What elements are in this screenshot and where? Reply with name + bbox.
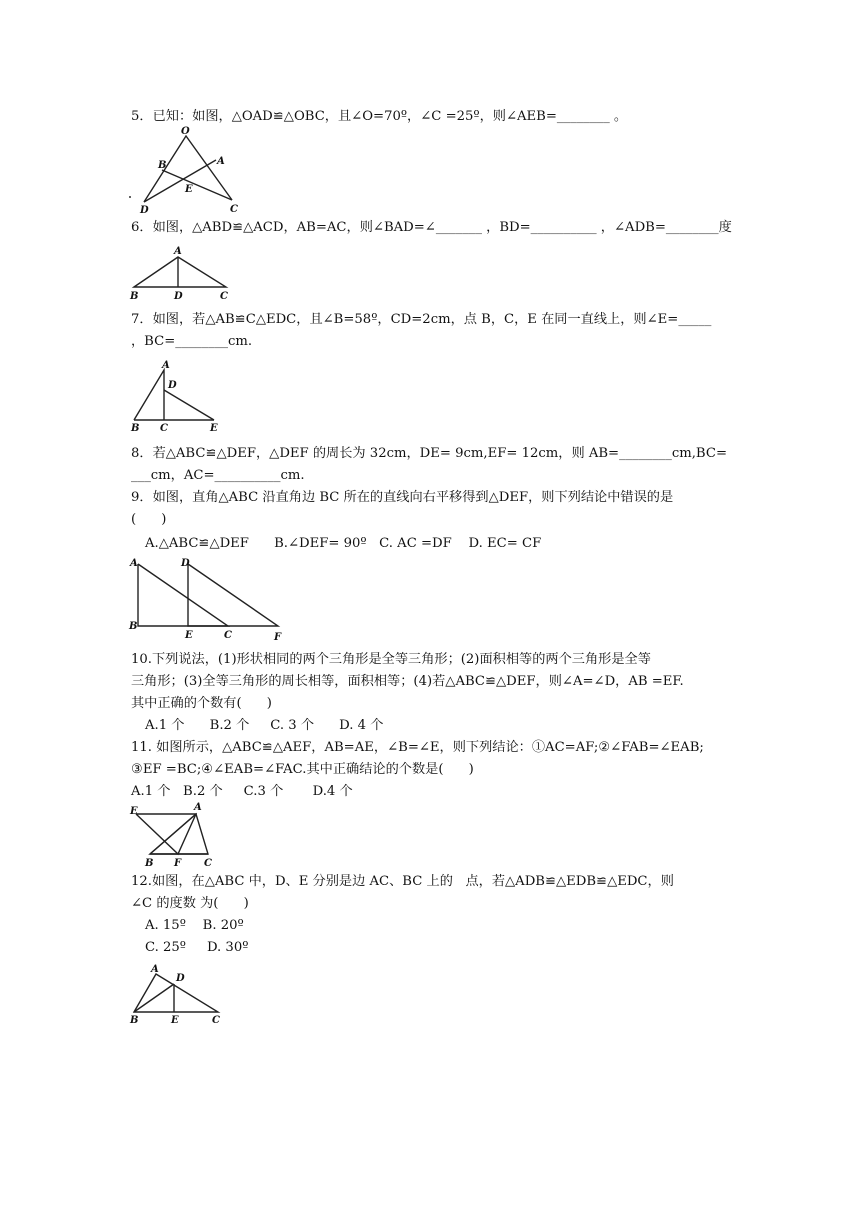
q5-text: 5．已知：如图，△OAD≌△OBC，且∠O=70º，∠C =25º，则∠AEB=________ 。 — [131, 109, 628, 124]
q11-label-E: E — [130, 806, 138, 817]
q8-line1: 8．若△ABC≌△DEF，△DEF 的周长为 32cm，DE= 9cm,EF= 12cm，则 AB=________cm,BC= — [131, 446, 728, 461]
q7-label-C: C — [160, 423, 168, 434]
q9-figure — [128, 556, 288, 642]
q11-label-B: B — [145, 858, 154, 869]
q11-figure — [128, 800, 224, 870]
q6-label-A: A — [174, 246, 182, 257]
q12-line1: 12.如图，在△ABC 中，D、E 分别是边 AC、BC 上的 点，若△ADB≌△EDB≌△EDC，则 — [131, 874, 674, 889]
q7-label-D: D — [168, 380, 177, 391]
q6-figure — [128, 244, 232, 300]
q11-options: A.1 个 B.2 个 C.3 个 D.4 个 — [131, 784, 353, 799]
q5-label-B: B — [158, 160, 167, 171]
q7-line1: 7．如图，若△AB≌C△EDC，且∠B=58º，CD=2cm，点 B，C，E 在同一直线上，则∠E=_____ — [131, 312, 712, 327]
q7-label-E: E — [210, 423, 218, 434]
q9-label-D: D — [181, 558, 190, 569]
q11-label-A: A — [194, 802, 202, 813]
q9-triangle-ABC — [138, 564, 228, 626]
q6-triangle — [134, 257, 226, 287]
q6-label-C: C — [220, 291, 228, 302]
q9-label-F: F — [274, 632, 282, 643]
q12-figure — [128, 962, 224, 1024]
q9-label-E: E — [185, 630, 193, 641]
q7-label-A: A — [162, 360, 170, 371]
q7-line-DE — [164, 390, 214, 420]
q5-label-C: C — [230, 204, 238, 215]
q5-label-A: A — [217, 156, 225, 167]
q11-triangle-ABC — [150, 814, 208, 854]
q10-line3: 其中正确的个数有( ) — [131, 696, 272, 711]
q10-line1: 10.下列说法，(1)形状相同的两个三角形是全等三角形；(2)面积相等的两个三角形是全等 — [131, 652, 651, 667]
q11-triangle-AEF — [136, 814, 196, 854]
q12-line2: ∠C 的度数 为( ) — [131, 896, 249, 911]
q9-label-C: C — [224, 630, 232, 641]
q5-figure — [128, 128, 248, 214]
q12-label-D: D — [176, 973, 185, 984]
q7-line2: ，BC=________cm. — [131, 334, 253, 349]
q12-options-1: A. 15º B. 20º — [145, 918, 244, 933]
q8-line2: ___cm，AC=__________cm. — [131, 468, 305, 483]
q11-label-F: F — [174, 858, 182, 869]
q5-label-D: D — [140, 205, 149, 216]
q12-label-E: E — [171, 1015, 179, 1026]
q5-line-DA — [144, 160, 216, 202]
q9-line2: ( ) — [131, 512, 167, 527]
q6-label-D: D — [174, 291, 183, 302]
q9-options: A.△ABC≌△DEF B.∠DEF= 90º C. AC =DF D. EC= CF — [145, 536, 542, 551]
q7-figure — [128, 358, 224, 432]
q9-label-A: A — [130, 558, 138, 569]
q5-label-O: O — [181, 126, 190, 137]
q5-label-E: E — [185, 184, 193, 195]
q11-line2: ③EF =BC;④∠EAB=∠FAC.其中正确结论的个数是( ) — [131, 762, 474, 777]
q9-triangle-DEF — [188, 564, 278, 626]
q12-label-C: C — [212, 1015, 220, 1026]
q7-label-B: B — [131, 423, 140, 434]
q12-options-2: C. 25º D. 30º — [145, 940, 249, 955]
q6-text: 6．如图，△ABD≌△ACD，AB=AC，则∠BAD=∠_______ ，BD=__________ ，∠ADB=________度 — [131, 220, 732, 235]
q6-label-B: B — [130, 291, 139, 302]
q11-label-C: C — [204, 858, 212, 869]
q9-label-B: B — [129, 621, 138, 632]
q11-line1: 11. 如图所示，△ABC≌△AEF，AB=AE，∠B=∠E，则下列结论：①AC=AF;②∠FAB=∠EAB; — [131, 740, 704, 755]
q12-label-A: A — [151, 964, 159, 975]
q10-line2: 三角形；(3)全等三角形的周长相等，面积相等；(4)若△ABC≌△DEF，则∠A=∠D，AB =EF. — [131, 674, 684, 689]
q10-options: A.1 个 B.2 个 C. 3 个 D. 4 个 — [145, 718, 384, 733]
q12-line-BD — [134, 984, 174, 1012]
q7-triangle-ABC — [134, 370, 164, 420]
q12-label-B: B — [130, 1015, 139, 1026]
q9-line1: 9．如图，直角△ABC 沿直角边 BC 所在的直线向右平移得到△DEF，则下列结论中错误的是 — [131, 490, 674, 505]
